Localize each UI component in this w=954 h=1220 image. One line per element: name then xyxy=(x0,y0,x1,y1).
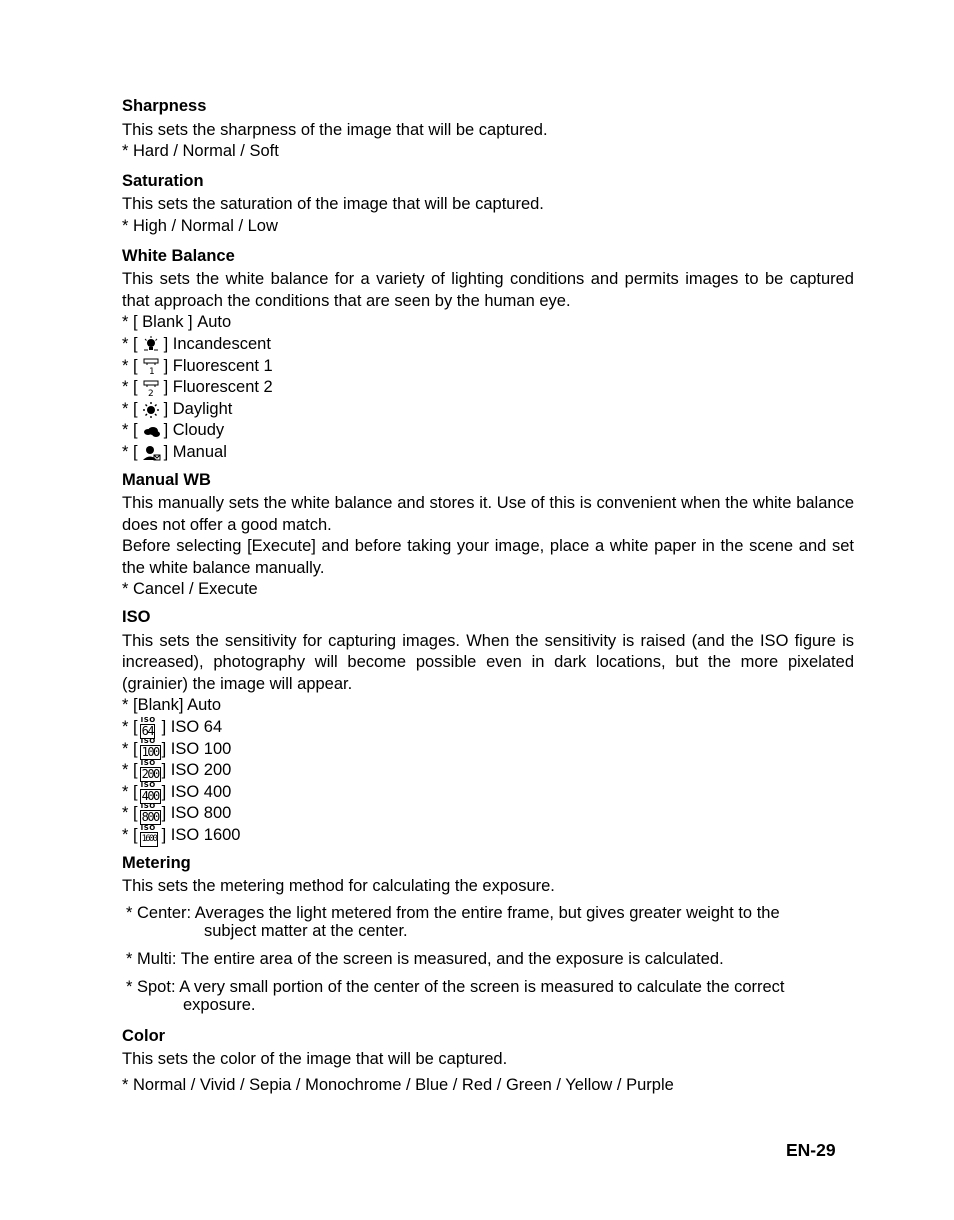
wb-item-prefix: * [ xyxy=(122,399,138,418)
iso-icon-label: ISO xyxy=(140,759,156,768)
iso-description: This sets the sensitivity for capturing images. When the sensitivity is raised (and the ISO figure is increased), photography will become possible even in dark locations, but the more pixelated (grainier) the image will appear. xyxy=(122,631,854,693)
iso-item-label: ] ISO 100 xyxy=(161,739,232,758)
sharpness-section xyxy=(122,96,854,163)
metering-item-continuation: exposure. xyxy=(183,995,256,1014)
iso-heading: ISO xyxy=(122,608,151,627)
color-heading: Color xyxy=(122,1026,166,1045)
iso-icon-label: ISO xyxy=(140,780,156,789)
svg-text:2: 2 xyxy=(147,388,154,397)
iso-item-100 xyxy=(122,739,854,761)
manual-wb-icon xyxy=(140,444,162,462)
iso-item-prefix: * [ xyxy=(122,761,138,780)
iso-item-auto: * [Blank] Auto xyxy=(122,696,222,715)
incandescent-icon xyxy=(140,336,162,354)
wb-item-fluorescent-2 xyxy=(122,377,854,399)
iso-200-icon xyxy=(139,760,161,782)
saturation-options: * High / Normal / Low xyxy=(122,216,278,235)
wb-item-label: ] Incandescent xyxy=(163,334,271,353)
iso-icon-label: ISO xyxy=(140,737,156,746)
metering-item-center xyxy=(126,904,854,940)
wb-item-prefix: * [ xyxy=(122,442,138,461)
iso-icon-label: ISO xyxy=(140,715,156,724)
iso-icon-value: 800 xyxy=(141,810,159,825)
iso-item-64 xyxy=(122,717,854,739)
fluorescent-2-icon xyxy=(140,379,162,397)
iso-icon-label: ISO xyxy=(140,802,156,811)
iso-icon-value: 64 xyxy=(141,723,154,738)
sharpness-heading: Sharpness xyxy=(122,97,207,115)
sharpness-options: * Hard / Normal / Soft xyxy=(122,142,279,161)
iso-100-icon xyxy=(139,738,161,760)
wb-item-manual xyxy=(122,442,854,464)
iso-item-label: ] ISO 1600 xyxy=(161,826,241,844)
wb-item-fluorescent-1 xyxy=(122,356,854,378)
saturation-heading: Saturation xyxy=(122,171,204,190)
cloudy-icon xyxy=(140,422,162,440)
svg-text:1: 1 xyxy=(148,367,155,376)
manual-wb-description-1: This manually sets the white balance and stores it. Use of this is convenient when the white balance does not offer a good match. xyxy=(122,494,854,534)
metering-section xyxy=(122,853,854,1014)
iso-item-prefix: * [ xyxy=(122,804,138,823)
wb-item-prefix: * [ xyxy=(122,421,138,440)
iso-item-label: ] ISO 800 xyxy=(161,804,232,823)
wb-item-daylight xyxy=(122,399,854,421)
wb-item-label: Auto xyxy=(197,313,232,332)
wb-item-label: ] Daylight xyxy=(163,399,233,418)
wb-item-prefix: * [ xyxy=(122,378,138,397)
wb-item-label: ] Manual xyxy=(163,442,227,461)
iso-64-icon xyxy=(139,717,161,739)
iso-item-prefix: * [ xyxy=(122,739,138,758)
iso-icon-value: 100 xyxy=(141,745,159,760)
wb-item-prefix: * [ Blank ] xyxy=(122,313,193,332)
metering-item-spot xyxy=(126,978,854,1014)
metering-item-text: * Multi: The entire area of the screen is measured, and the exposure is calculated. xyxy=(126,949,724,968)
metering-item-continuation: subject matter at the center. xyxy=(204,921,408,940)
wb-item-label: ] Fluorescent 2 xyxy=(163,378,273,397)
white-balance-description: This sets the white balance for a variety of lighting conditions and permits images to be captured that approach the conditions that are seen by the human eye. xyxy=(122,270,854,310)
manual-wb-options: * Cancel / Execute xyxy=(122,580,258,599)
saturation-section xyxy=(122,171,854,238)
iso-item-label: ] ISO 400 xyxy=(161,782,232,801)
iso-item-label: ] ISO 200 xyxy=(161,761,232,780)
daylight-icon xyxy=(140,401,162,419)
page-number: EN-29 xyxy=(786,1140,836,1160)
iso-item-400 xyxy=(122,782,854,804)
iso-item-prefix: * [ xyxy=(122,782,138,801)
metering-item-text: * Center: Averages the light metered from the entire frame, but gives greater weight to the xyxy=(126,903,780,922)
wb-item-auto xyxy=(122,312,854,334)
iso-icon-value: 200 xyxy=(141,767,159,782)
iso-icon-value: 400 xyxy=(141,788,159,803)
iso-item-prefix: * [ xyxy=(122,718,138,737)
iso-item-200 xyxy=(122,760,854,782)
color-options: * Normal / Vivid / Sepia / Monochrome / Blue / Red / Green / Yellow / Purple xyxy=(122,1075,674,1094)
wb-item-label: ] Cloudy xyxy=(163,421,225,440)
manual-page xyxy=(122,96,854,1101)
iso-1600-icon xyxy=(139,825,161,847)
fluorescent-1-icon xyxy=(140,357,162,375)
iso-800-icon xyxy=(139,803,161,825)
metering-item-text: * Spot: A very small portion of the center of the screen is measured to calculate the correct xyxy=(126,977,785,996)
color-section xyxy=(122,1026,854,1097)
color-description: This sets the color of the image that will be captured. xyxy=(122,1050,508,1069)
iso-icon-label: ISO xyxy=(140,823,156,832)
saturation-description: This sets the saturation of the image that will be captured. xyxy=(122,195,544,214)
wb-item-cloudy xyxy=(122,420,854,442)
iso-item-label: ] ISO 64 xyxy=(161,718,223,737)
white-balance-heading: White Balance xyxy=(122,246,235,265)
wb-item-incandescent xyxy=(122,334,854,356)
iso-item-1600 xyxy=(122,825,854,847)
wb-item-prefix: * [ xyxy=(122,334,138,353)
iso-section xyxy=(122,607,854,847)
iso-item-prefix: * [ xyxy=(122,826,138,844)
sharpness-description: This sets the sharpness of the image that will be captured. xyxy=(122,120,548,139)
metering-item-multi xyxy=(126,950,854,968)
iso-400-icon xyxy=(139,782,161,804)
white-balance-section xyxy=(122,246,854,464)
wb-item-label: ] Fluorescent 1 xyxy=(163,356,273,375)
manual-wb-section xyxy=(122,470,854,602)
metering-heading: Metering xyxy=(122,853,191,872)
iso-icon-value: 1600 xyxy=(140,832,158,847)
manual-wb-description-2: Before selecting [Execute] and before taking your image, place a white paper in the scene and set the white balance manually. xyxy=(122,537,854,577)
manual-wb-heading: Manual WB xyxy=(122,470,211,489)
iso-item-800 xyxy=(122,803,854,825)
wb-item-prefix: * [ xyxy=(122,356,138,375)
metering-description: This sets the metering method for calculating the exposure. xyxy=(122,877,555,896)
